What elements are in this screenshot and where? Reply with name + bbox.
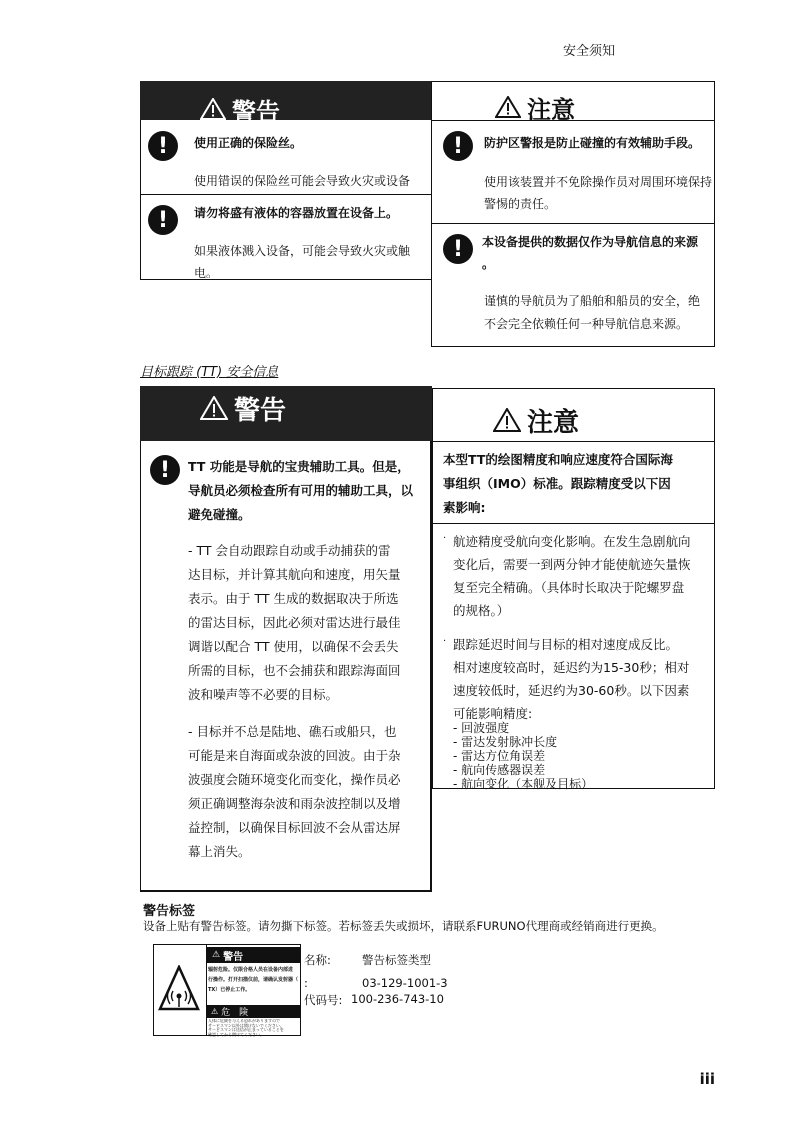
tt-caution-bullet1-line4: 的规格。） <box>453 603 510 618</box>
tt-caution-title-line2: 事组织（IMO）标准。跟踪精度受以下因 <box>443 476 671 491</box>
page-number: iii <box>699 1070 715 1088</box>
tt-caution-bullet2-line3: 速度较低时，延迟约为30-60秒。以下因素 <box>453 683 690 698</box>
label-code-value: 100-236-743-10 <box>351 992 444 1006</box>
label-name-value: 警告标签类型 <box>362 953 431 967</box>
divider <box>432 441 715 442</box>
divider <box>431 223 715 224</box>
label-type-label: : <box>304 976 308 990</box>
list-item: - 雷达发射脉冲长度 <box>453 735 558 749</box>
label-danger-header: ⚠ 危 険 <box>207 1005 300 1018</box>
label-warn-header: ⚠ 警告 <box>207 947 300 963</box>
top-caution-item2-body-line2: 不会完全依赖任何一种导航信息来源。 <box>484 317 689 331</box>
caution-triangle-icon <box>493 408 521 432</box>
list-item: - 回波强度 <box>453 721 510 735</box>
top-caution-item2-body-line1: 谨慎的导航员为了船舶和船员的安全，绝 <box>484 294 701 308</box>
tt-warning-para1-line5: 调谐以配合 TT 使用，以确保不会丢失 <box>188 639 399 654</box>
list-item: - 航向传感器误差 <box>453 763 546 777</box>
tt-warning-para2-line3: 波强度会随环境变化而变化，操作员必 <box>188 772 401 787</box>
tt-warning-para2-line1: - 目标并不总是陆地、礁石或船只，也 <box>188 724 397 739</box>
tt-caution-bullet2-line1: 跟踪延迟时间与目标的相对速度成反比。 <box>453 637 679 652</box>
list-item: - 航向变化（本舰及目标） <box>453 777 594 791</box>
top-warning-item2-title: 请勿将盛有液体的容器放置在设备上。 <box>194 206 399 220</box>
divider <box>432 523 715 524</box>
top-warning-heading: 警告 <box>200 94 280 124</box>
warning-triangle-icon <box>200 98 226 120</box>
tt-section-title: 目标跟踪 (TT) 安全信息 <box>140 365 279 380</box>
top-caution-item1-body-line1: 使用该装置并不免除操作员对周围环境保持 <box>484 175 713 189</box>
divider <box>140 194 432 195</box>
exclamation-icon: ! <box>443 131 473 161</box>
tt-warning-para1-line6: 所需的目标，也不会捕获和跟踪海面回 <box>188 663 401 678</box>
tt-warning-para1-line2: 达目标，并计算其航向和速度，用矢量 <box>188 567 401 582</box>
tt-warning-para1-line4: 的雷达目标，因此必须对雷达进行最佳 <box>188 615 401 630</box>
warning-triangle-icon: ⚠ <box>211 1007 219 1016</box>
tt-caution-bullet1-line3: 复至完全精确。（具体时长取决于陀螺罗盘 <box>453 580 685 595</box>
tt-warning-title-line1: TT 功能是导航的宝贵辅助工具。但是， <box>188 459 410 474</box>
tt-warning-title-line2: 导航员必须检查所有可用的辅助工具，以 <box>188 483 414 498</box>
radiation-warning-icon <box>158 965 200 1015</box>
tt-warning-para1-line7: 波和噪声等不必要的目标。 <box>188 687 339 702</box>
top-warning-item2-body-line1: 如果液体溅入设备，可能会导致火灾或触 <box>194 244 411 258</box>
tt-caution-factor-list <box>453 721 593 791</box>
top-caution-item2-title-line2: 。 <box>482 257 495 271</box>
label-warn-text: 辐射危险。仅限合格人员在设备内部进 行操作。打开扫描仪前，请确认发射器（ TX）已停止工作。 <box>208 967 299 993</box>
exclamation-icon: ! <box>150 455 180 485</box>
tt-caution-bullet2-line4: 可能影响精度: <box>453 706 533 721</box>
exclamation-icon: ! <box>148 131 178 161</box>
tt-warning-para2-line4: 须正确调整海杂波和雨杂波控制以及增 <box>188 796 401 811</box>
tt-caution-heading: 注意 <box>493 404 579 436</box>
top-warning-item2-body-line2: 电。 <box>194 266 219 278</box>
tt-caution-title-line3: 素影响: <box>443 500 486 515</box>
label-section-description: 设备上贴有警告标签。请勿撕下标签。若标签丢失或损坏，请联系FURUNO代理商或经销商进行更换。 <box>143 919 664 933</box>
top-caution-heading: 注意 <box>495 94 575 120</box>
warning-triangle-icon: ⚠ <box>212 950 221 960</box>
label-type-value: 03-129-1001-3 <box>362 976 448 990</box>
bullet-dot: · <box>443 533 447 544</box>
list-item: - 雷达方位角误差 <box>453 749 546 763</box>
label-name-label: 名称: <box>304 953 331 967</box>
warning-label-image <box>153 944 301 1036</box>
divider <box>431 120 715 121</box>
top-warning-header <box>140 81 432 120</box>
exclamation-icon: ! <box>443 234 473 264</box>
top-caution-item1-title: 防护区警报是防止碰撞的有效辅助手段。 <box>484 136 701 150</box>
label-code-label: 代码号: <box>304 993 343 1007</box>
tt-warning-title-line3: 避免碰撞。 <box>188 507 251 522</box>
tt-warning-para2-line6: 幕上消失。 <box>188 844 251 859</box>
label-section-title: 警告标签 <box>143 904 196 919</box>
tt-caution-bullet1-line2: 变化后，需要一到两分钟才能使航迹矢量恢 <box>453 557 691 572</box>
page-header-title: 安全须知 <box>563 44 616 59</box>
tt-warning-para1-line3: 表示。由于 TT 生成的数据取决于所选 <box>188 591 399 606</box>
tt-caution-bullet2-line2: 相对速度较高时，延迟约为15-30秒；相对 <box>453 660 690 675</box>
exclamation-icon: ! <box>148 205 178 235</box>
warning-triangle-icon <box>200 396 228 420</box>
bullet-dot: · <box>443 636 447 647</box>
tt-warning-para1-line1: - TT 会自动跟踪自动或手动捕获的雷 <box>188 543 391 558</box>
tt-caution-bullet1-line1: 航迹精度受航向变化影响。在发生急剧航向 <box>453 534 691 549</box>
caution-triangle-icon <box>495 96 521 118</box>
tt-warning-heading: 警告 <box>200 392 286 424</box>
tt-warning-para2-line5: 益控制，以确保目标回波不会从雷达屏 <box>188 820 401 835</box>
top-caution-item2-title-line1: 本设备提供的数据仅作为导航信息的来源 <box>482 235 699 249</box>
tt-caution-title-line1: 本型TT的绘图精度和响应速度符合国际海 <box>443 452 673 467</box>
top-warning-item1-title: 使用正确的保险丝。 <box>194 136 303 150</box>
tt-warning-para2-line2: 可能是来自海面或杂波的回波。由于杂 <box>188 748 401 763</box>
top-caution-item1-body-line2: 警惕的责任。 <box>484 197 557 211</box>
top-warning-item1-body: 使用错误的保险丝可能会导致火灾或设备 <box>194 174 411 188</box>
label-danger-text: 人体に危険を与える恐れがありますので サービスマン以外は開けないでください。 サービスマンは送信が止まっていることを 確認してから開けてください。 <box>208 1019 284 1037</box>
